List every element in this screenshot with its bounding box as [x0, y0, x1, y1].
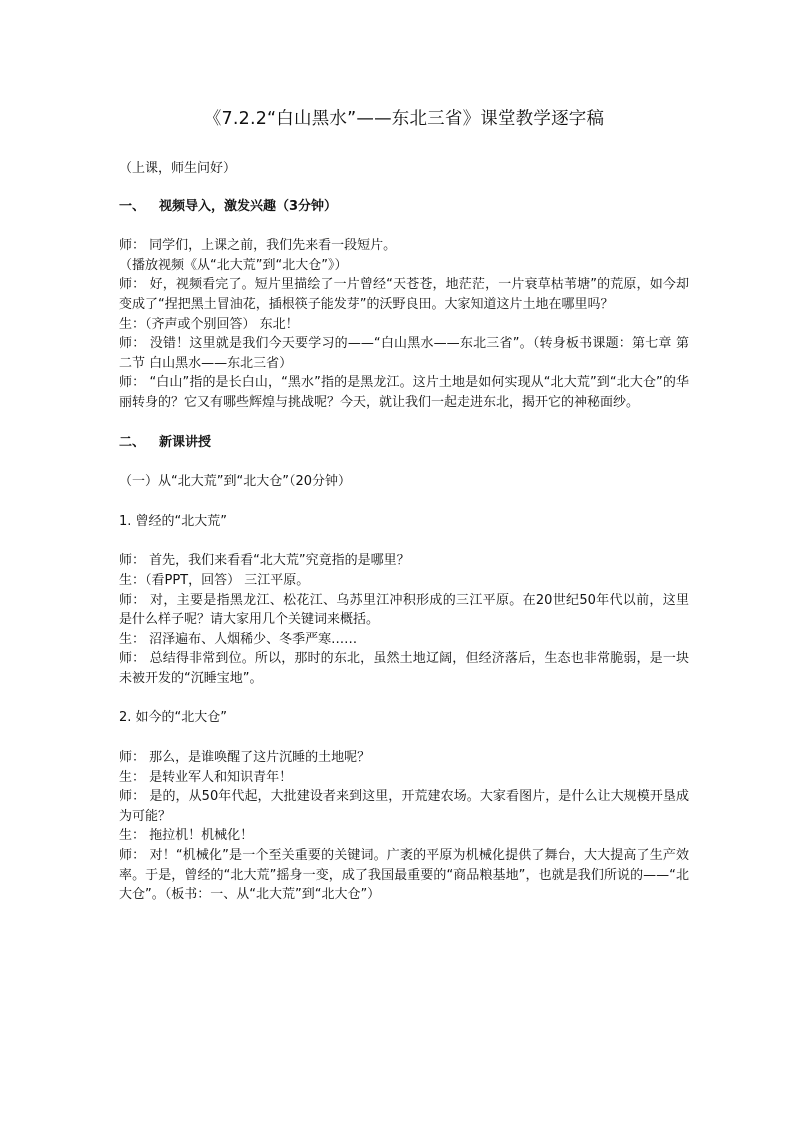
- subsection-heading: （一）从“北大荒”到“北大仓”（20分钟）: [119, 474, 351, 490]
- dialogue-line: 师： 好，视频看完了。短片里描绘了一片曾经“天苍苍，地茫茫，一片衰草枯苇塘”的荒原，如今却变成了“捏把黑土冒油花，插根筷子能发芽”的沃野良田。大家知道这片土地在哪里吗？: [119, 277, 689, 312]
- section1-heading: [119, 197, 689, 217]
- dialogue-line: 师： 首先，我们来看看“北大荒”究竟指的是哪里？: [119, 553, 410, 569]
- dialogue-line: （播放视频《从“北大荒”到“北大仓”》）: [119, 257, 348, 273]
- dialogue-line: 师： “白山”指的是长白山，“黑水”指的是黑龙江。这片土地是如何实现从“北大荒”到“北大仓”的华丽转身的？它又有哪些辉煌与挑战呢？今天，就让我们一起走进东北，揭开它的神秘面纱。: [119, 375, 689, 410]
- dialogue-line: 生：（齐声或个别回答） 东北！: [119, 316, 299, 332]
- dialogue-line: 师： 对，主要是指黑龙江、松花江、乌苏里江冲积形成的三江平原。在20世纪50年代以前，这里是什么样子呢？请大家用几个关键词来概括。: [119, 592, 689, 628]
- section2-number: 二、: [119, 434, 146, 450]
- item1-title: 1. 曾经的“北大荒”: [119, 513, 228, 529]
- dialogue-line: 师： 总结得非常到位。所以，那时的东北，虽然土地辽阔，但经济落后，生态也非常脆弱，是一块未被开发的“沉睡宝地”。: [119, 651, 689, 686]
- document-page: [119, 108, 689, 905]
- intro-note: （上课，师生问好）: [119, 161, 237, 176]
- section1-title: 视频导入，激发兴趣（3分钟）: [159, 198, 338, 214]
- dialogue-line: 师： 同学们，上课之前，我们先来看一段短片。: [119, 238, 397, 254]
- section2-title: 新课讲授: [159, 434, 212, 450]
- dialogue-line: 师： 没错！这里就是我们今天要学习的——“白山黑水——东北三省”。（转身板书课题：第七章 第二节 白山黑水——东北三省）: [119, 336, 689, 371]
- dialogue-line: 生： 拖拉机！机械化！: [119, 828, 254, 844]
- dialogue-line: 生：（看PPT，回答） 三江平原。: [119, 572, 310, 588]
- dialogue-line: 师： 是的，从50年代起，大批建设者来到这里，开荒建农场。大家看图片，是什么让大规模开垦成为可能？: [119, 789, 689, 824]
- dialogue-line: 师： 那么，是谁唤醒了这片沉睡的土地呢？: [119, 750, 371, 766]
- dialogue-line: 师： 对！“机械化”是一个至关重要的关键词。广袤的平原为机械化提供了舞台，大大提高了生产效率。于是，曾经的“北大荒”摇身一变，成了我国最重要的“商品粮基地”，也就是我们所说的——“北大仓”。（板书：一、从“北大荒”到“北大仓”）: [119, 848, 689, 903]
- dialogue-line: 生： 沼泽遍布、人烟稀少、冬季严寒……: [119, 631, 358, 647]
- dialogue-line: 生： 是转业军人和知识青年！: [119, 769, 293, 785]
- document-title: 《7.2.2“白山黑水”——东北三省》课堂教学逐字稿: [203, 109, 605, 129]
- section1-number: 一、: [119, 198, 146, 214]
- item2-title: 2. 如今的“北大仓”: [119, 710, 228, 726]
- section2-heading: [119, 433, 689, 453]
